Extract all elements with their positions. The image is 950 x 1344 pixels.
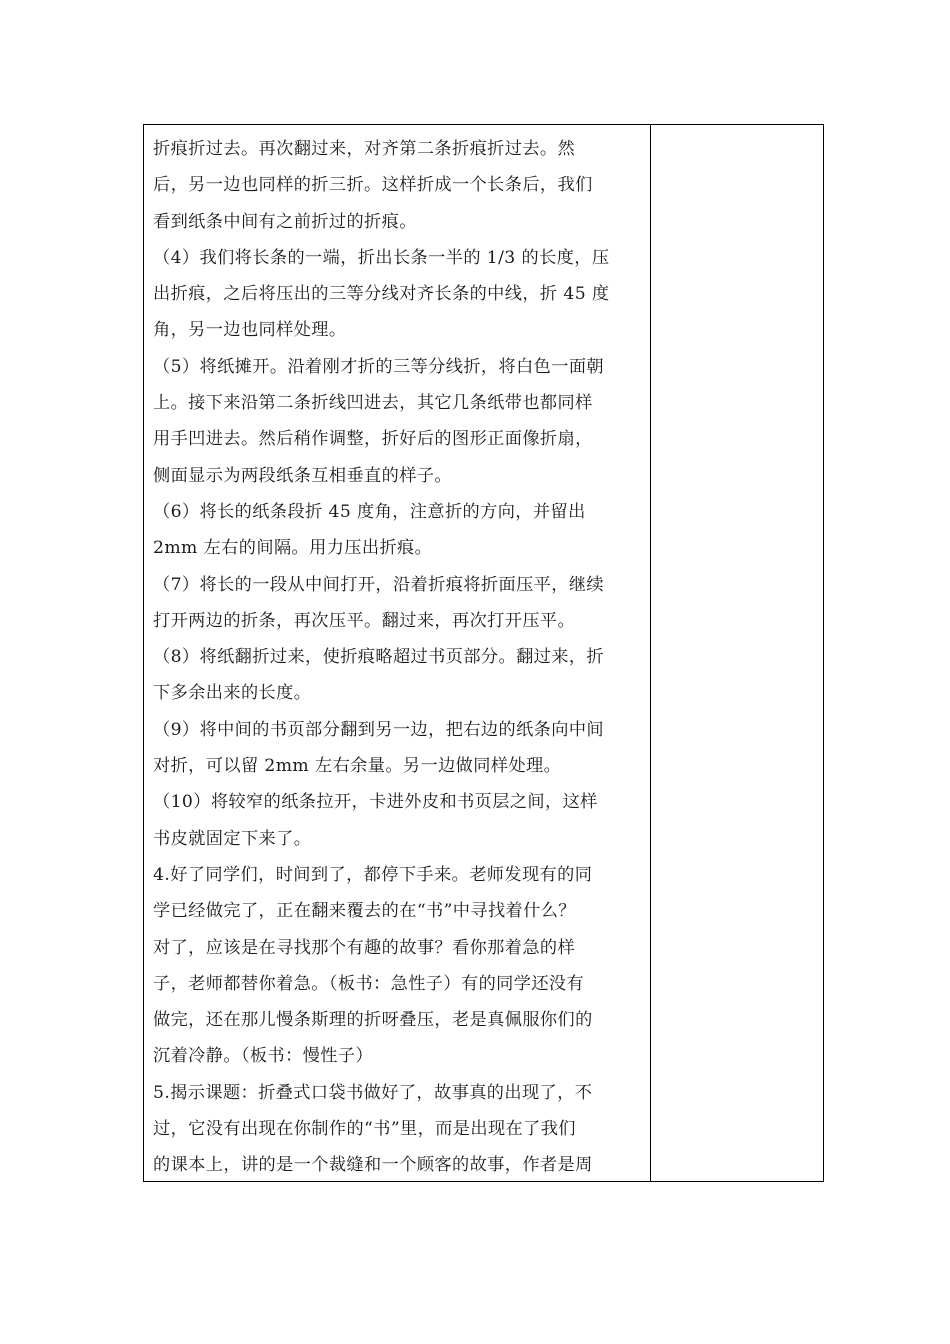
text-line: 后，另一边也同样的折三折。这样折成一个长条后，我们 [153,175,593,196]
text-line: 2mm 左右的间隔。用力压出折痕。 [153,538,433,559]
text-line: 对折，可以留 2mm 左右余量。另一边做同样处理。 [153,756,562,777]
text-line: 书皮就固定下来了。 [153,828,312,849]
text-line: 子，老师都替你着急。（板书：急性子）有的同学还没有 [153,973,585,994]
text-line: 的课本上，讲的是一个裁缝和一个顾客的故事，作者是周 [153,1155,593,1176]
text-line: 沉着冷静。（板书：慢性子） [153,1046,374,1067]
text-line: 4.好了同学们，时间到了，都停下手来。老师发现有的同 [153,864,593,885]
text-line: 对了，应该是在寻找那个有趣的故事？看你那着急的样 [153,937,576,958]
procedure-column [144,125,651,1181]
text-line: （9）将中间的书页部分翻到另一边，把右边的纸条向中间 [153,719,605,740]
text-line: （5）将纸摊开。沿着刚才折的三等分线折，将白色一面朝 [153,356,605,377]
text-line: 学已经做完了，正在翻来覆去的在“书”中寻找着什么？ [153,901,576,922]
text-line: 看到纸条中间有之前折过的折痕。 [153,211,417,232]
text-line: 侧面显示为两段纸条互相垂直的样子。 [153,465,452,486]
text-line: （10）将较窄的纸条拉开，卡进外皮和书页层之间，这样 [153,792,598,813]
text-line: （6）将长的纸条段折 45 度角，注意折的方向，并留出 [153,501,586,522]
text-line: 角，另一边也同样处理。 [153,320,347,341]
text-line: 5.揭示课题：折叠式口袋书做好了，故事真的出现了，不 [153,1082,593,1103]
text-line: 折痕折过去。再次翻过来，对齐第二条折痕折过去。然 [153,139,576,159]
text-line: 打开两边的折条，再次压平。翻过来，再次打开压平。 [153,610,576,631]
lesson-plan-table [143,124,824,1182]
text-line: 下多余出来的长度。 [153,683,312,704]
text-line: 过，它没有出现在你制作的“书”里，而是出现在了我们 [153,1119,576,1140]
text-line: 做完，还在那儿慢条斯理的折呀叠压，老是真佩服你们的 [153,1010,593,1031]
text-line: 用手凹进去。然后稍作调整，折好后的图形正面像折扇， [153,429,593,450]
text-line: 上。接下来沿第二条折线凹进去，其它几条纸带也都同样 [153,393,593,414]
text-line: （7）将长的一段从中间打开，沿着折痕将折面压平，继续 [153,574,605,595]
text-line: 出折痕，之后将压出的三等分线对齐长条的中线，折 45 度 [153,284,610,305]
text-line: （4）我们将长条的一端，折出长条一半的 1/3 的长度，压 [153,247,610,268]
notes-column [651,125,823,1181]
text-line: （8）将纸翻折过来，使折痕略超过书页部分。翻过来，折 [153,647,605,668]
